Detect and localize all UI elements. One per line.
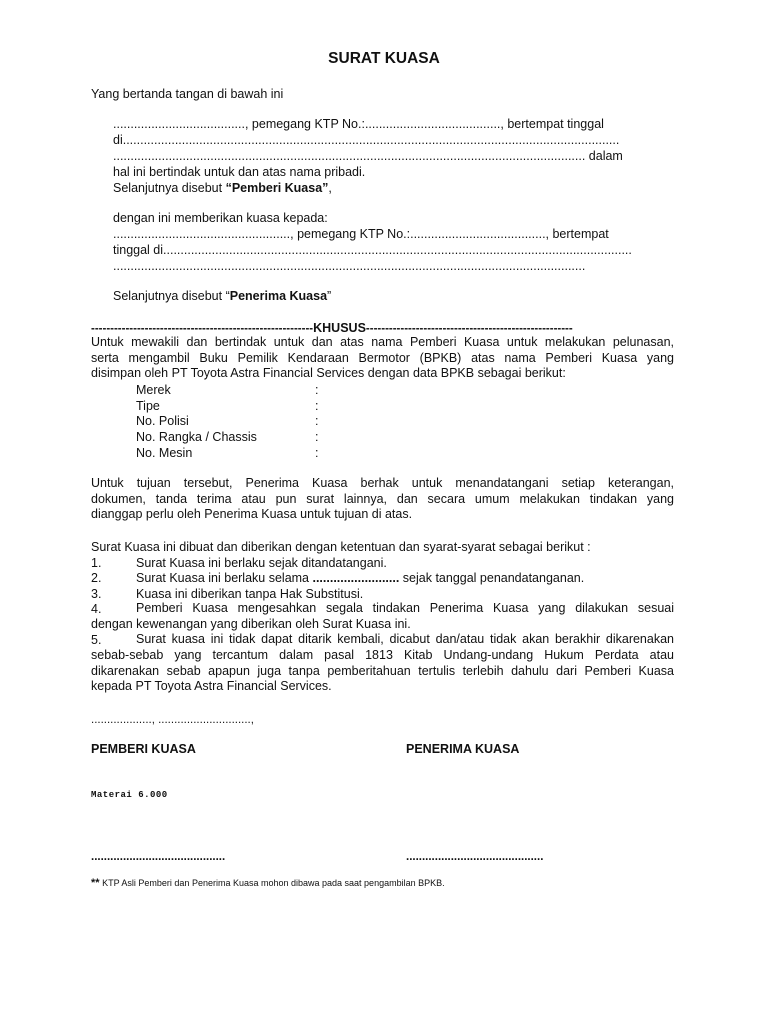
bpkb-field-merek: Merek	[136, 383, 171, 397]
pemberi-designation	[113, 180, 332, 196]
pemberi-address-line: di...............................................................................................................................................	[113, 133, 620, 147]
pemberi-capacity-text: hal ini bertindak untuk dan atas nama pribadi.	[113, 165, 366, 179]
khusus-label: KHUSUS	[313, 321, 366, 335]
penerima-signature-line: ...........................................	[406, 851, 544, 863]
pemberi-designation-pre: Selanjutnya disebut	[113, 181, 226, 195]
term-2-post: sejak tanggal penandatanganan.	[399, 571, 585, 585]
para2-line-1: Untuk tujuan tersebut, Penerima Kuasa berhak untuk menandatangani setiap keterangan,	[91, 476, 674, 490]
para1-line-2: serta mengambil Buku Pemilik Kendaraan Bermotor (BPKB) atas nama Pemberi Kuasa yang	[91, 351, 674, 365]
penerima-ktp-line: ..................................................., pemegang KTP No.:......................................., bertempat	[113, 227, 609, 241]
term-3-text: Kuasa ini diberikan tanpa Hak Substitusi.	[136, 587, 364, 601]
penerima-designation-pre: Selanjutnya disebut “	[113, 289, 230, 303]
bpkb-colon-merek: :	[315, 383, 319, 397]
materai-note: Materai 6.000	[91, 790, 168, 800]
term-1-text: Surat Kuasa ini berlaku sejak ditandatangani.	[136, 556, 387, 570]
penerima-address-line-2: ........................................................................................................................................	[113, 259, 586, 273]
bpkb-colon-mesin: :	[315, 446, 319, 460]
bpkb-field-polisi: No. Polisi	[136, 414, 189, 428]
place-date-line: ..................., .............................,	[91, 714, 254, 726]
bpkb-field-rangka: No. Rangka / Chassis	[136, 430, 257, 444]
footnote-stars: **	[91, 877, 100, 889]
khusus-dashes-left: ----------------------------------------------------------	[91, 323, 314, 335]
term-5-text-d: kepada PT Toyota Astra Financial Services.	[91, 679, 332, 693]
pemberi-designation-bold: “Pemberi Kuasa”	[225, 181, 329, 195]
footnote	[91, 875, 445, 891]
term-2-blank: .........................	[312, 571, 400, 585]
bpkb-field-tipe: Tipe	[136, 399, 160, 413]
para1-line-1: Untuk mewakili dan bertindak untuk dan atas nama Pemberi Kuasa untuk melakukan pelunasan,	[91, 335, 674, 349]
term-2-pre: Surat Kuasa ini berlaku selama	[136, 571, 313, 585]
term-4-text-a: Pemberi Kuasa mengesahkan segala tindakan Penerima Kuasa yang dilakukan sesuai	[136, 601, 674, 615]
pemberi-designation-post: ,	[328, 181, 332, 195]
penerima-designation-bold: Penerima Kuasa	[229, 289, 328, 303]
penerima-designation-post: ”	[327, 289, 332, 303]
term-1-number: 1.	[91, 556, 102, 570]
penerima-kuasa-label: PENERIMA KUASA	[406, 742, 520, 756]
term-2-text	[136, 570, 584, 586]
term-5-number: 5.	[91, 633, 102, 647]
bpkb-colon-rangka: :	[315, 430, 319, 444]
term-5-text-a: Surat kuasa ini tidak dapat ditarik kembali, dicabut dan/atau tidak akan berakhir dikarenakan	[136, 632, 674, 646]
terms-intro: Surat Kuasa ini dibuat dan diberikan dengan ketentuan dan syarat-syarat sebagai berikut :	[91, 540, 591, 554]
intro-text: Yang bertanda tangan di bawah ini	[91, 87, 284, 101]
pemberi-ktp-line: ......................................, pemegang KTP No.:......................................., bertempat tinggal	[113, 117, 604, 131]
khusus-dashes-right: ------------------------------------------------------	[365, 323, 573, 335]
para2-line-2: dokumen, tanda terima atau pun surat lainnya, dan secara umum melakukan tindakan yang	[91, 492, 674, 506]
footnote-text: KTP Asli Pemberi dan Penerima Kuasa mohon dibawa pada saat pengambilan BPKB.	[99, 878, 445, 888]
pemberi-kuasa-label: PEMBERI KUASA	[91, 742, 196, 756]
bpkb-colon-polisi: :	[315, 414, 319, 428]
penerima-address-line: tinggal di.......................................................................................................................................	[113, 243, 632, 257]
term-5-text-b: sebab-sebab yang tercantum dalam pasal 1813 Kitab Undang-undang Hukum Perdata atau	[91, 648, 674, 662]
term-2-number: 2.	[91, 571, 102, 585]
bpkb-field-mesin: No. Mesin	[136, 446, 193, 460]
penerima-intro: dengan ini memberikan kuasa kepada:	[113, 211, 328, 225]
pemberi-address-line-2: ........................................................................................................................................ dalam	[113, 149, 623, 163]
term-4-number: 4.	[91, 602, 102, 616]
term-5-text-c: dikarenakan sebab apapun juga tanpa pemberitahuan tertulis terlebih dahulu dari Pemberi Kuasa	[91, 664, 674, 678]
bpkb-colon-tipe: :	[315, 399, 319, 413]
pemberi-signature-line: ..........................................	[91, 851, 226, 863]
penerima-designation	[113, 288, 331, 304]
term-3-number: 3.	[91, 587, 102, 601]
term-4-text-b: dengan kewenangan yang diberikan oleh Surat Kuasa ini.	[91, 617, 411, 631]
para1-line-3: disimpan oleh PT Toyota Astra Financial Services dengan data BPKB sebagai berikut:	[91, 366, 566, 380]
document-title: SURAT KUASA	[328, 50, 440, 67]
para2-line-3: dianggap perlu oleh Penerima Kuasa untuk tujuan di atas.	[91, 507, 413, 521]
